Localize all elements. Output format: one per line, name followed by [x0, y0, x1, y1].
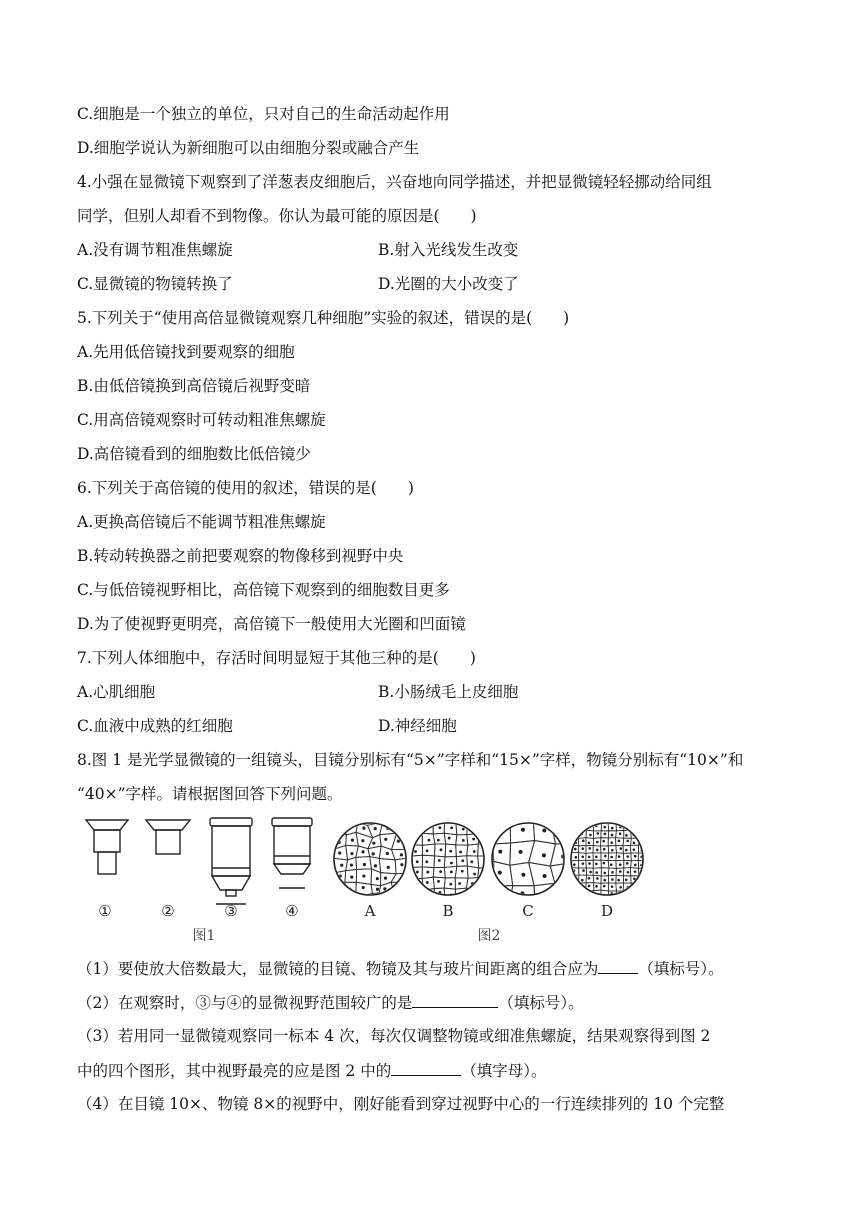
circle-label-b: B — [442, 902, 454, 920]
sub-question-2-suffix: （填标号）。 — [498, 994, 584, 1012]
q7-option-d: D.神经细胞 — [378, 717, 457, 735]
sub-question-3-text: 中的四个图形，其中视野最亮的应是图 2 中的 — [77, 1062, 392, 1080]
q7-option-c: C.血液中成熟的红细胞 — [77, 717, 233, 735]
question-8-stem: 8.图 1 是光学显微镜的一组镜头，目镜分别标有“5×”字样和“15×”字样，物镜分别标有“10×”和 — [77, 751, 744, 769]
question-7-stem: 7.下列人体细胞中，存活时间明显短于其他三种的是( ) — [77, 649, 476, 667]
option-c-cell-theory: C.细胞是一个独立的单位，只对自己的生命活动起作用 — [77, 105, 450, 123]
lens-label-3: ③ — [224, 902, 238, 920]
question-5-stem: 5.下列关于“使用高倍显微镜观察几种细胞”实验的叙述，错误的是( ) — [77, 309, 570, 327]
q6-option-c: C.与低倍镜视野相比，高倍镜下观察到的细胞数目更多 — [77, 581, 450, 599]
q5-option-c: C.用高倍镜观察时可转动粗准焦螺旋 — [77, 411, 326, 429]
q6-option-d: D.为了使视野更明亮，高倍镜下一般使用大光圈和凹面镜 — [77, 615, 466, 633]
sub-question-1-text: （1）要使放大倍数最大，显微镜的目镜、物镜及其与玻片间距离的组合应为 — [77, 960, 599, 978]
sub-question-1-suffix: （填标号）。 — [638, 960, 724, 978]
lens-label-1: ① — [98, 902, 112, 920]
question-4-stem-cont: 同学，但别人却看不到物像。你认为最可能的原因是( ) — [77, 207, 477, 225]
field-of-view-a — [332, 820, 419, 909]
q5-option-d: D.高倍镜看到的细胞数比低倍镜少 — [77, 445, 311, 463]
q7-option-b: B.小肠绒毛上皮细胞 — [378, 683, 519, 701]
option-d-cell-theory: D.细胞学说认为新细胞可以由细胞分裂或融合产生 — [77, 139, 420, 157]
question-4-stem: 4.小强在显微镜下观察到了洋葱表皮细胞后，兴奋地向同学描述，并把显微镜轻轻挪动给同组 — [77, 173, 712, 191]
q4-option-b: B.射入光线发生改变 — [378, 241, 519, 259]
q4-option-a: A.没有调节粗准焦螺旋 — [77, 241, 233, 259]
answer-blank-2[interactable] — [412, 992, 498, 1008]
q4-option-c: C.显微镜的物镜转换了 — [77, 275, 233, 293]
figure-2-caption: 图2 — [477, 928, 501, 944]
sub-question-3-suffix: （填字母）。 — [461, 1062, 547, 1080]
sub-question-2 — [77, 992, 584, 1013]
question-8-stem-cont: “40×”字样。请根据图回答下列问题。 — [77, 785, 343, 803]
objective-lens-4 — [272, 818, 312, 888]
sub-question-4: （4）在目镜 10×、物镜 8×的视野中，刚好能看到穿过视野中心的一行连续排列的 10 个完整 — [77, 1095, 725, 1113]
field-of-view-b — [411, 822, 501, 912]
sub-question-1 — [77, 958, 724, 979]
sub-question-2-text: （2）在观察时，③与④的显微视野范围较广的是 — [77, 994, 413, 1012]
circle-label-c: C — [522, 902, 534, 920]
lens-label-4: ④ — [285, 902, 299, 920]
sub-question-3: （3）若用同一显微镜观察同一标本 4 次，每次仅调整物镜或细准焦螺旋，结果观察得到图 2 — [77, 1027, 711, 1045]
answer-blank-1[interactable] — [598, 958, 638, 974]
microscope-figure — [0, 812, 860, 952]
sub-question-3-cont — [77, 1060, 546, 1081]
q6-option-a: A.更换高倍镜后不能调节粗准焦螺旋 — [77, 513, 326, 531]
figure-1-caption: 图1 — [192, 928, 216, 944]
objective-lens-3 — [210, 818, 252, 904]
q5-option-b: B.由低倍镜换到高倍镜后视野变暗 — [77, 377, 311, 395]
q4-option-d: D.光圈的大小改变了 — [378, 275, 519, 293]
question-6-stem: 6.下列关于高倍镜的使用的叙述，错误的是( ) — [77, 479, 414, 497]
lens-label-2: ② — [161, 902, 175, 920]
eyepiece-lens-2 — [146, 820, 190, 854]
circle-label-a: A — [364, 902, 376, 920]
eyepiece-lens-1 — [86, 820, 128, 874]
field-of-view-d — [571, 823, 654, 906]
circle-label-d: D — [600, 902, 614, 920]
q6-option-b: B.转动转换器之前把要观察的物像移到视野中央 — [77, 547, 404, 565]
q7-option-a: A.心肌细胞 — [77, 683, 156, 701]
q5-option-a: A.先用低倍镜找到要观察的细胞 — [77, 343, 295, 361]
answer-blank-3[interactable] — [391, 1060, 461, 1076]
